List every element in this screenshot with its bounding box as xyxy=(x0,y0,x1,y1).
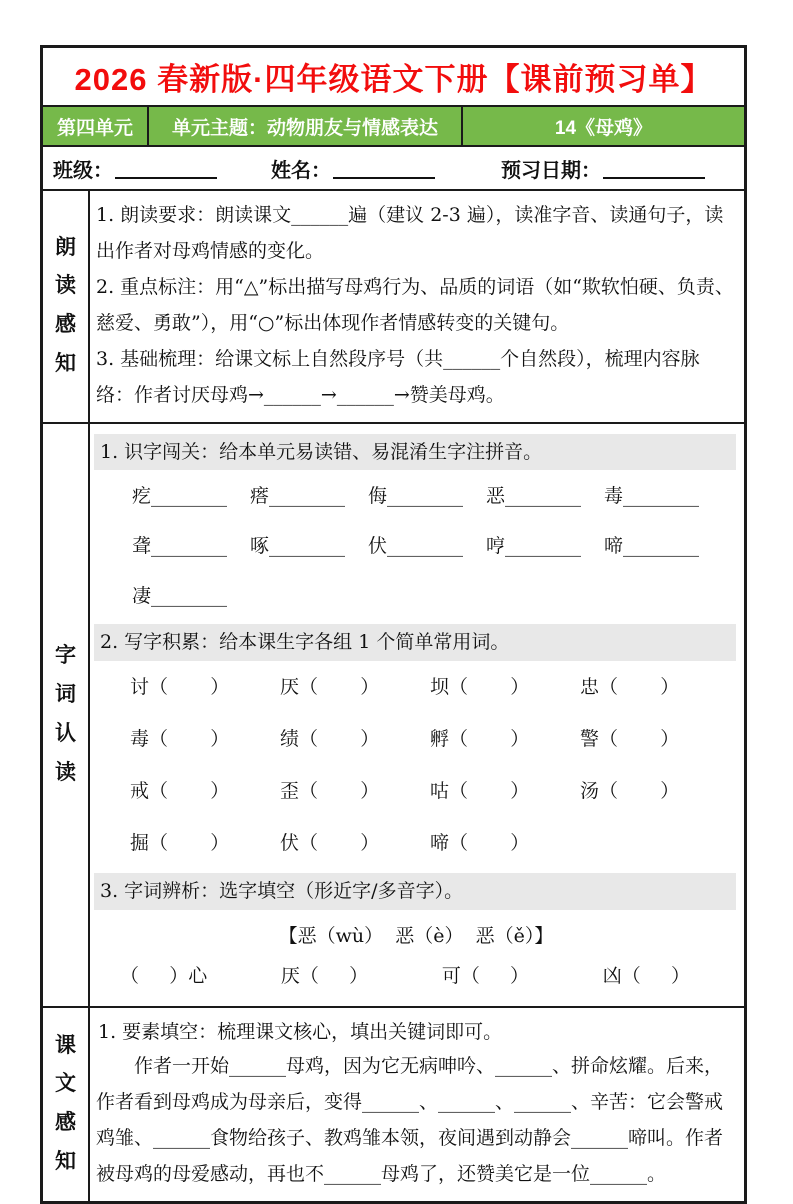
pinyin-grid xyxy=(132,478,722,614)
lesson-title-cell: 14《母鸡》 xyxy=(554,117,653,139)
section-text-label-cell xyxy=(43,1008,90,1201)
pinyin-cell: 疙________ xyxy=(132,485,228,508)
section-text-content xyxy=(90,1008,744,1201)
pinyin-cell: 伏________ xyxy=(368,535,464,558)
section-words xyxy=(43,424,744,1008)
pinyin-cell: 侮________ xyxy=(368,485,464,508)
word-cell: 咕（ ） xyxy=(430,780,530,803)
section-words-label-cell xyxy=(43,424,90,1006)
name-blank-line xyxy=(333,157,435,179)
pinyin-cell: 啼________ xyxy=(604,535,700,558)
word-cell: 伏（ ） xyxy=(280,832,380,855)
word-cell: 警（ ） xyxy=(580,727,680,750)
section-words-label: 字词认读 xyxy=(55,644,76,784)
class-label: 班级： xyxy=(53,159,113,182)
word-cell: 讨（ ） xyxy=(130,675,230,698)
text-block-heading: 1. 要素填空：梳理课文核心，填出关键词即可。 xyxy=(98,1020,503,1043)
unit-theme-cell: 单元主题：动物朋友与情感表达 xyxy=(149,107,463,145)
section-text-label: 课文感知 xyxy=(55,1033,76,1174)
section-reading-content xyxy=(90,191,744,422)
word-cell: 绩（ ） xyxy=(280,727,380,750)
unit-number-cell: 第四单元 xyxy=(43,107,149,145)
discriminate-options: 【恶（wù） 恶（è） 恶（ě）】 xyxy=(278,924,554,947)
reading-item-2: 2. 重点标注：用“△”标出描写母鸡行为、品质的词语（如“欺软怕硬、负责、慈爱、勇敢”），用“○”标出体现作者情感转变的关键句。 xyxy=(96,276,734,335)
text-paragraph: 作者一开始______母鸡，因为它无病呻吟、______、拼命炫耀。后来，作者看到母鸡成为母亲后，变得______、______、______、辛苦：它会警戒鸡雏、______食物给孩子、教鸡雏本领，夜间遇到动静会______啼叫。作者被母鸡的母爱感动，再也不______母鸡了，还赞美它是一位______。 xyxy=(96,1055,724,1186)
fill-cell: 可（ ） xyxy=(441,964,530,987)
unit-bar xyxy=(43,107,744,147)
pinyin-cell: 哼________ xyxy=(486,535,582,558)
class-blank-line xyxy=(115,157,217,179)
word-grid xyxy=(130,669,730,861)
word-cell: 孵（ ） xyxy=(430,727,530,750)
pinyin-cell: 聋________ xyxy=(132,535,228,558)
date-label: 预习日期： xyxy=(501,159,601,182)
discriminate-block-heading: 3. 字词辨析：选字填空（形近字/多音字）。 xyxy=(94,873,736,910)
worksheet-frame xyxy=(40,45,747,1204)
fill-cell: （ ）心 xyxy=(120,964,208,987)
word-cell: 厌（ ） xyxy=(280,675,380,698)
pinyin-cell: 恶________ xyxy=(486,485,582,508)
word-cell: 坝（ ） xyxy=(430,675,530,698)
date-blank-line xyxy=(603,157,705,179)
pinyin-block-heading: 1. 识字闯关：给本单元易读错、易混淆生字注拼音。 xyxy=(94,434,736,471)
pinyin-cell: 毒________ xyxy=(604,485,700,508)
section-words-content xyxy=(90,424,744,1006)
section-reading-label-cell xyxy=(43,191,90,422)
fill-cell: 厌（ ） xyxy=(280,964,369,987)
word-block-heading: 2. 写字积累：给本课生字各组 1 个简单常用词。 xyxy=(94,624,736,661)
word-cell: 戒（ ） xyxy=(130,780,230,803)
name-label: 姓名： xyxy=(271,159,331,182)
reading-item-1: 1. 朗读要求：朗读课文______遍（建议 2-3 遍），读准字音、读通句子，读出作者对母鸡情感的变化。 xyxy=(96,204,724,263)
word-cell: 毒（ ） xyxy=(130,727,230,750)
page-title: 2026 春新版·四年级语文下册【课前预习单】 xyxy=(74,62,713,97)
section-reading xyxy=(43,191,744,424)
section-reading-label: 朗读感知 xyxy=(55,235,76,376)
word-cell: 啼（ ） xyxy=(430,832,530,855)
word-cell: 忠（ ） xyxy=(580,675,680,698)
word-cell: 汤（ ） xyxy=(580,780,680,803)
word-cell: 歪（ ） xyxy=(280,780,380,803)
word-cell: 掘（ ） xyxy=(130,832,230,855)
reading-item-3: 3. 基础梳理：给课文标上自然段序号（共______个自然段），梳理内容脉络：作者讨厌母鸡→______→______→赞美母鸡。 xyxy=(96,348,700,407)
pinyin-cell: 凄________ xyxy=(132,585,228,608)
fill-cell: 凶（ ） xyxy=(602,964,690,987)
pinyin-cell: 啄________ xyxy=(250,535,346,558)
title-row xyxy=(43,48,744,107)
info-row xyxy=(43,147,744,191)
discriminate-fill-row xyxy=(96,958,736,998)
section-text xyxy=(43,1008,744,1201)
pinyin-cell: 瘩________ xyxy=(250,485,346,508)
